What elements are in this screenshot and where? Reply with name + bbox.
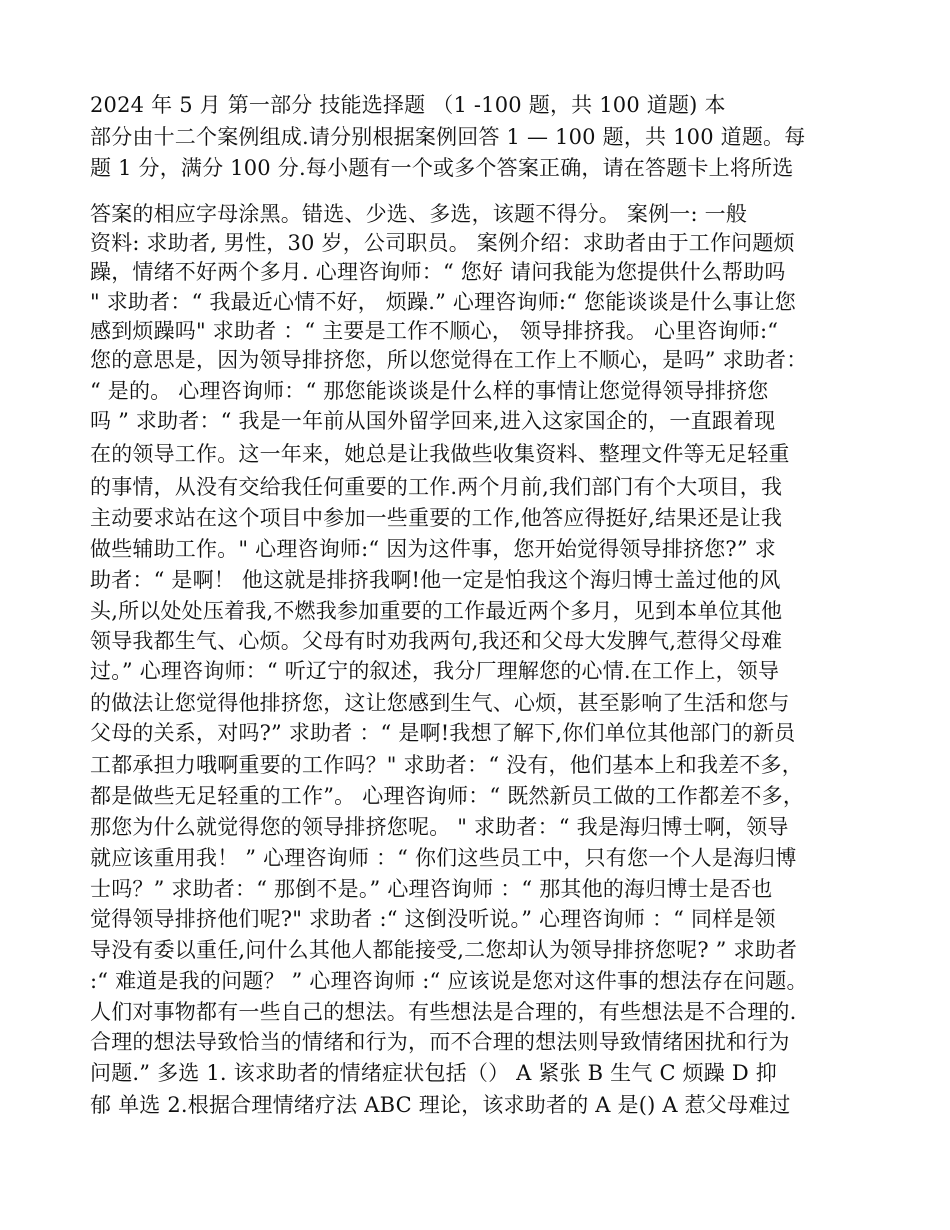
text-line: 觉得领导排挤他们呢?" 求助者 :“ 这倒没听说。” 心理咨询师 ：“ 同样是领 [90,907,776,931]
text-line: 导没有委以重任,问什么其他人都能接受,二您却认为领导排挤您呢? ” 求助者 [90,938,798,962]
text-line: 的做法让您觉得他排挤您，这让您感到生气、心烦，甚至影响了生活和您与 [90,691,790,715]
text-line: 2024 年 5 月 第一部分 技能选择题 （1 -100 题，共 100 道题) 本 [90,93,726,117]
text-line: 问题.” 多选 1. 该求助者的情绪症状包括（） A 紧张 B 生气 C 烦躁 D 抑 [90,1061,777,1085]
text-line: 您的意思是，因为领导排挤您，所以您觉得在工作上不顺心，是吗” 求助者： [90,348,808,372]
text-line: 资料: 求助者, 男性，30 岁，公司职员。 案例介绍：求助者由于工作问题烦 [90,231,795,255]
text-line: 领导我都生气、心烦。父母有时劝我两句,我还和父母大发脾气,惹得父母难 [90,629,783,653]
text-line: 郁 单选 2.根据合理情绪疗法 ABC 理论，该求助者的 A 是() A 惹父母难过 [90,1093,791,1117]
text-line: 部分由十二个案例组成.请分别根据案例回答 1 — 100 题，共 100 道题。每 [90,125,806,149]
text-line: 人们对事物都有一些自己的想法。有些想法是合理的，有些想法是不合理的. [90,1000,797,1024]
text-line: 感到烦躁吗" 求助者 ：“ 主要是工作不顺心， 领导排挤我。 心里咨询师:“ [90,319,779,343]
text-line: 合理的想法导致恰当的情绪和行为，而不合理的想法则导致情绪困扰和行为 [90,1030,790,1054]
text-line: 工都承担力哦啊重要的工作吗？" 求助者：“ 没有，他们基本上和我差不多， [90,753,803,777]
text-line: " 求助者：“ 我最近心情不好， 烦躁.” 心理咨询师:“ 您能谈谈是什么事让您 [90,290,796,314]
text-line: :“ 难道是我的问题？ ” 心理咨询师 :“ 应该说是您对这件事的想法存在问题。 [90,969,808,993]
text-line: 的事情，从没有交给我任何重要的工作.两个月前,我们部门有个大项目，我 [90,475,783,499]
text-line: 主动要求站在这个项目中参加一些重要的工作,他答应得挺好,结果还是让我 [90,506,783,530]
text-line: 助者：“ 是啊！ 他这就是排挤我啊!他一定是怕我这个海归博士盖过他的风 [90,568,781,592]
text-line: 士吗？” 求助者：“ 那倒不是。” 心理咨询师 ：“ 那其他的海归博士是否也 [90,877,773,901]
text-line: 做些辅助工作。" 心理咨询师:“ 因为这件事，您开始觉得领导排挤您?” 求 [90,537,776,561]
text-line: 在的领导工作。这一年来，她总是让我做些收集资料、整理文件等无足轻重 [90,442,790,466]
text-line: 题 1 分，满分 100 分.每小题有一个或多个答案正确，请在答题卡上将所选 [90,156,794,180]
text-line: 躁，情绪不好两个多月. 心理咨询师：“ 您好 请问我能为您提供什么帮助吗 [90,260,786,284]
text-line: 都是做些无足轻重的工作”。 心理咨询师：“ 既然新员工做的工作都差不多， [90,784,805,808]
text-line: 父母的关系，对吗?” 求助者 ：“ 是啊!我想了解下,你们单位其他部门的新员 [90,721,796,745]
text-line: 就应该重用我！ ” 心理咨询师 ：“ 你们这些员工中，只有您一个人是海归博 [90,846,797,870]
text-line: 过。” 心理咨询师：“ 听辽宁的叙述，我分厂理解您的心情.在工作上，领导 [90,659,780,683]
text-line: 吗 ” 求助者：“ 我是一年前从国外留学回来,进入这家国企的，一直跟着现 [90,409,776,433]
text-line: 答案的相应字母涂黑。错选、少选、多选，该题不得分。 案例一: 一般 [90,202,748,226]
text-line: 头,所以处处压着我,不燃我参加重要的工作最近两个多月，见到本单位其他 [90,599,783,623]
text-line: “ 是的。 心理咨询师：“ 那您能谈谈是什么样的事情让您觉得领导排挤您 [90,379,769,403]
text-line: 那您为什么就觉得您的领导排挤您呢。 " 求助者：“ 我是海归博士啊，领导 [90,815,789,839]
